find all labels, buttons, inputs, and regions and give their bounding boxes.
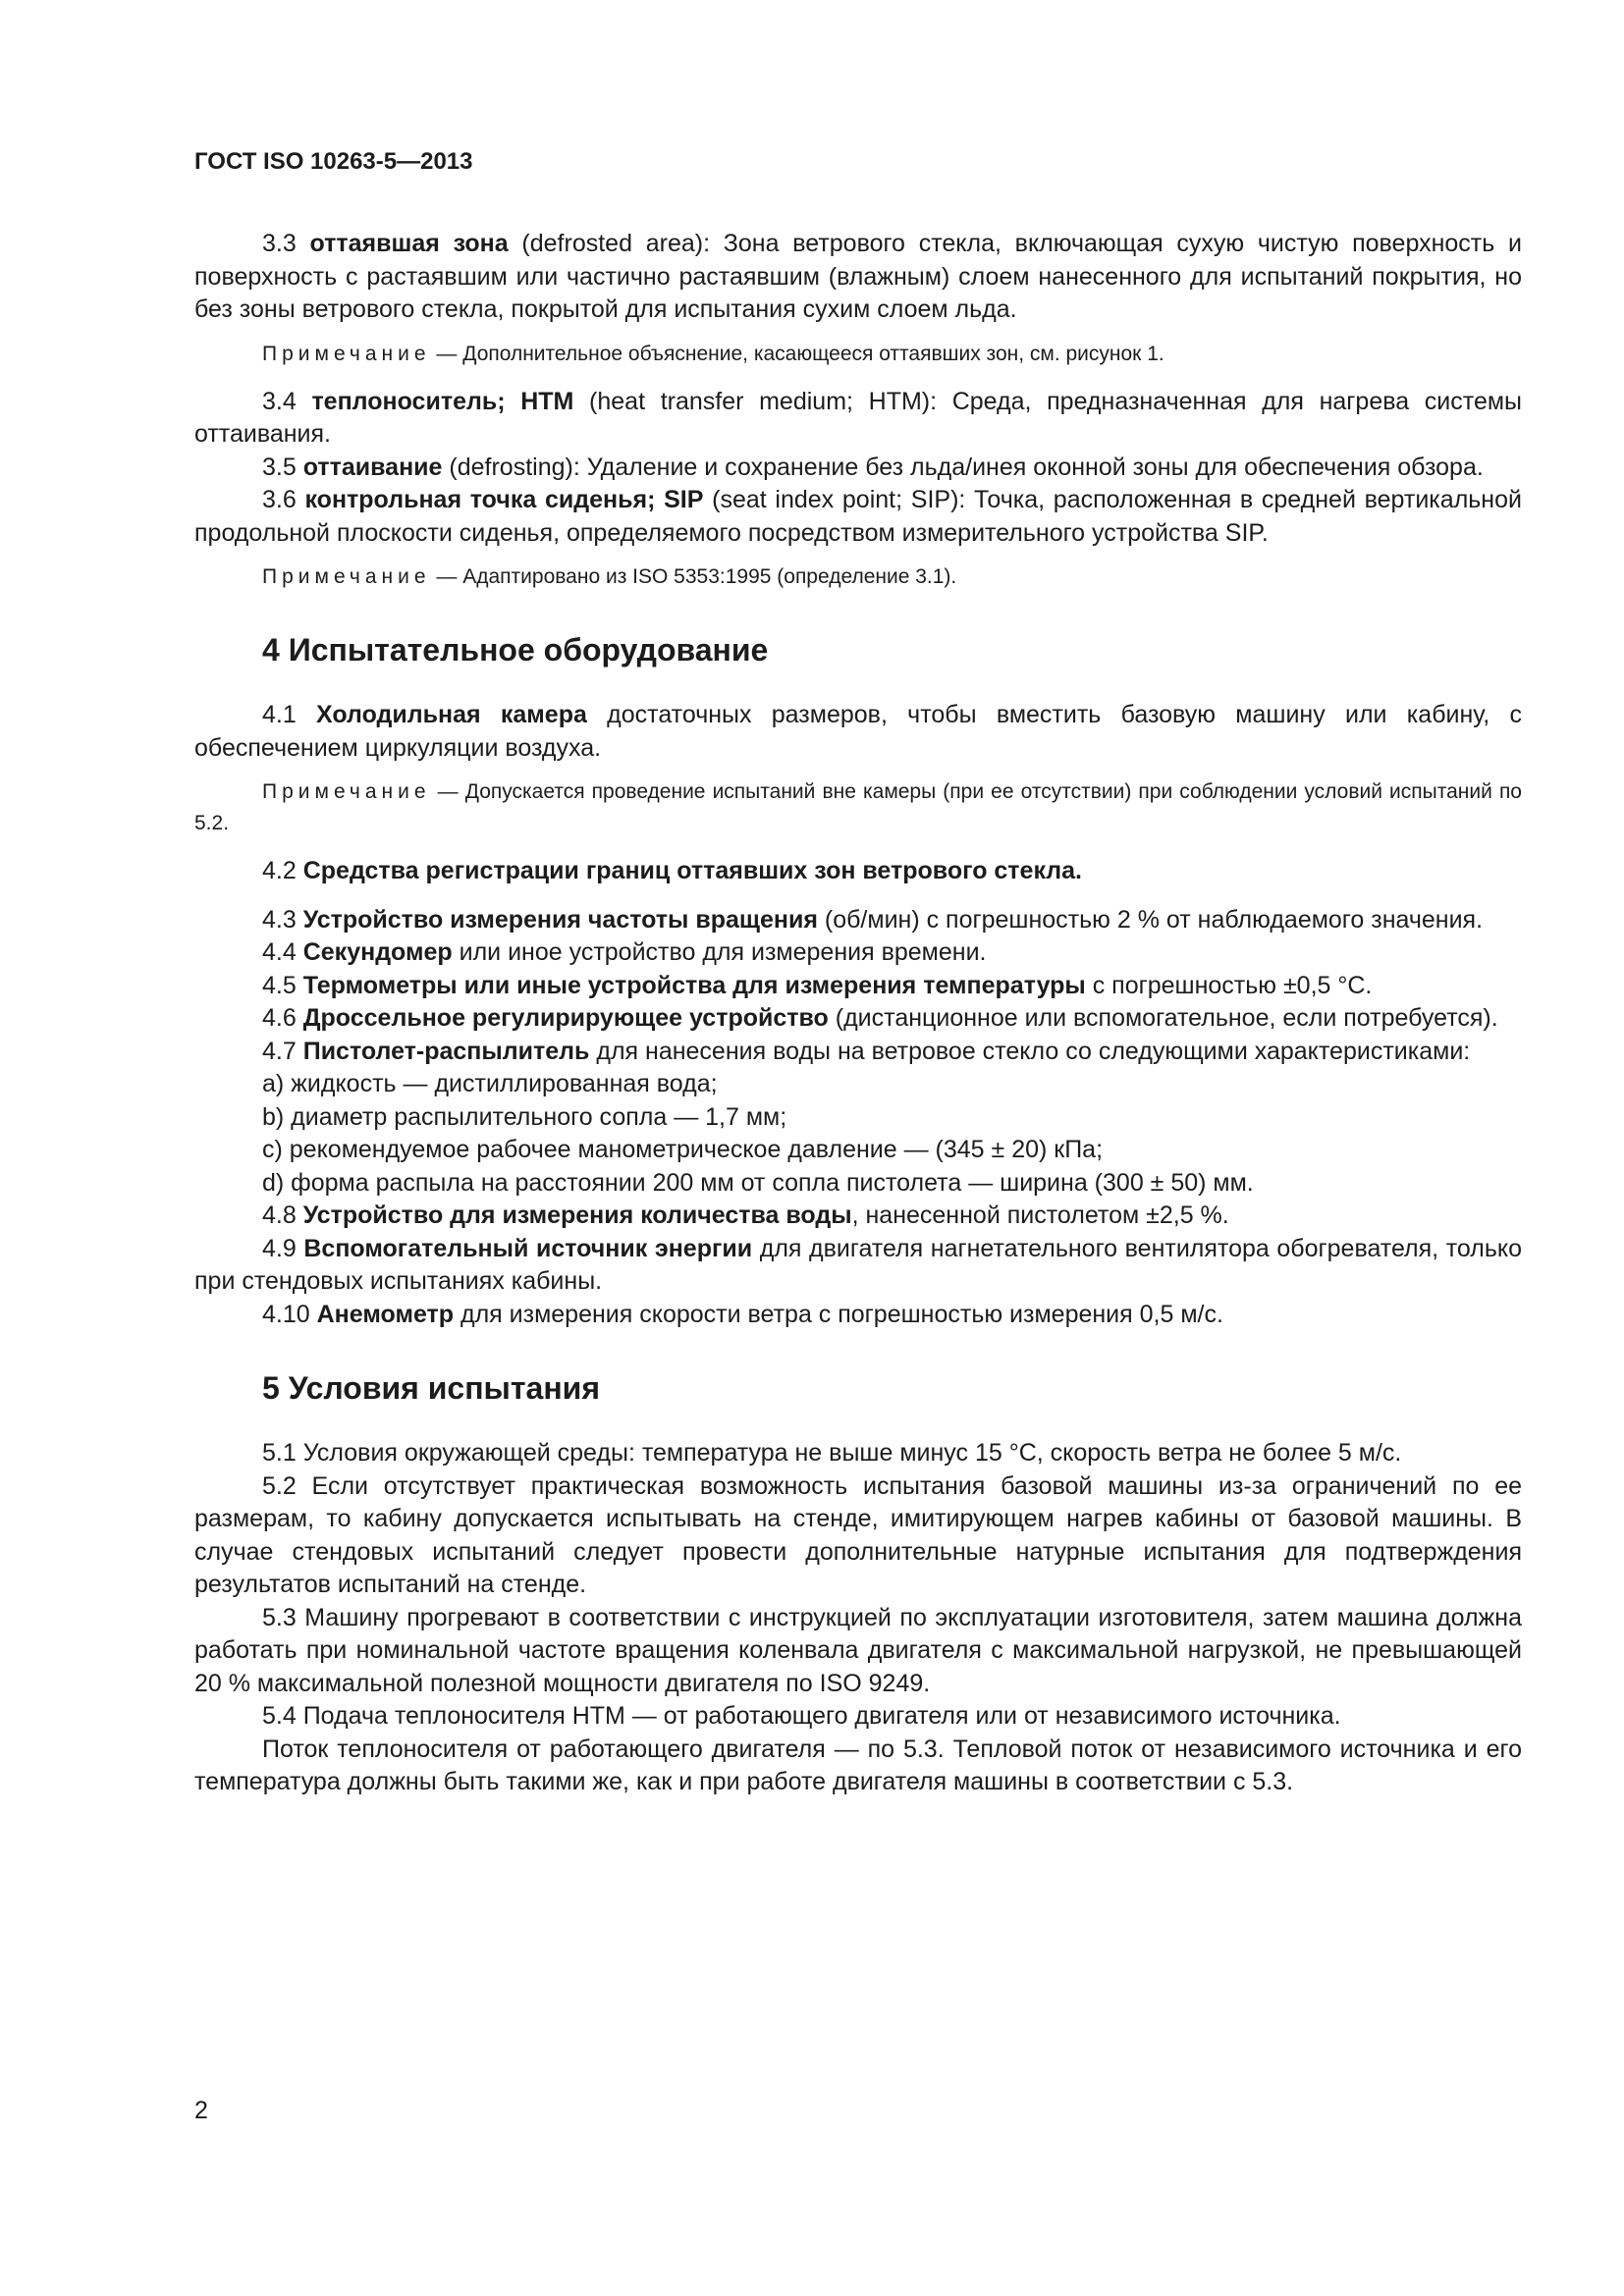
clause-5-4-continued: Поток теплоносителя от работающего двигателя — по 5.3. Тепловой поток от независимого источника и его температура должны быть такими же, как и при работе двигателя машины в соответствии с 5.3.: [194, 1735, 1522, 1795]
section-5-heading: 5 Условия испытания: [262, 1370, 600, 1406]
clause-4-9: 4.9 Вспомогательный источник энергии для двигателя нагнетательного вентилятора обогревателя, только при стендовых испытаниях кабины.: [194, 1234, 1522, 1295]
clause-4-4: 4.4 Секундомер или иное устройство для измерения времени.: [262, 938, 987, 966]
clause-4-10: 4.10 Анемометр для измерения скорости ветра с погрешностью измерения 0,5 м/с.: [262, 1300, 1223, 1328]
list-item: b) диаметр распылительного сопла — 1,7 мм;: [262, 1102, 787, 1131]
clause-5-2: 5.2 Если отсутствует практическая возможность испытания базовой машины из-за ограничений по ее размерам, то кабину допускается испытывать на стенде, имитирующем нагрев кабины от базовой машины. В случае стендовых испытаний следует провести дополнительные натурные испытания для подтверждения результатов испытаний на стенде.: [194, 1471, 1522, 1598]
clause-5-1: 5.1 Условия окружающей среды: температура не выше минус 15 °С, скорость ветра не более 5 м/с.: [262, 1439, 1402, 1467]
clause-4-7: 4.7 Пистолет-распылитель для нанесения воды на ветровое стекло со следующими характеристиками:: [262, 1037, 1471, 1065]
clause-4-6: 4.6 Дроссельное регулирирующее устройство (дистанционное или вспомогательное, если потребуется).: [262, 1004, 1498, 1032]
clause-4-2: 4.2 Средства регистрации границ оттаявших зон ветрового стекла.: [262, 857, 1083, 884]
clause-4-1: 4.1 Холодильная камера достаточных размеров, чтобы вместить базовую машину или кабину, с обеспечением циркуляции воздуха.: [194, 701, 1522, 762]
clause-3-6: 3.6 контрольная точка сиденья; SIP (seat index point; SIP): Точка, расположенная в средней вертикальной продольной плоскости сиденья, определяемого посредством измерительного устройства SIP.: [194, 486, 1522, 547]
clause-4-5: 4.5 Термометры или иные устройства для измерения температуры с погрешностью ±0,5 °С.: [262, 971, 1373, 999]
document-header: ГОСТ ISO 10263-5—2013: [194, 148, 473, 175]
clause-3-4: 3.4 теплоноситель; HTM (heat transfer medium; HTM): Среда, предназначенная для нагрева системы оттаивания.: [194, 387, 1523, 448]
note-1: Примечание — Дополнительное объяснение, касающееся оттаявших зон, см. рисунок 1.: [262, 342, 1164, 365]
list-item: a) жидкость — дистиллированная вода;: [262, 1070, 718, 1097]
section-4-heading: 4 Испытательное оборудование: [262, 632, 769, 667]
page-number: 2: [194, 2097, 208, 2124]
list-item: d) форма распыла на расстоянии 200 мм от сопла пистолета — ширина (300 ± 50) мм.: [262, 1168, 1254, 1197]
note-3: Примечание — Допускается проведение испытаний вне камеры (при ее отсутствии) при соблюдении условий испытаний по 5.2.: [194, 780, 1522, 834]
clause-5-4: 5.4 Подача теплоносителя HTM — от работающего двигателя или от независимого источника.: [262, 1702, 1341, 1730]
list-item: c) рекомендуемое рабочее манометрическое давление — (345 ± 20) кПа;: [262, 1136, 1104, 1163]
clause-4-8: 4.8 Устройство для измерения количества воды, нанесенной пистолетом ±2,5 %.: [262, 1201, 1229, 1229]
clause-5-3: 5.3 Машину прогревают в соответствии с инструкцией по эксплуатации изготовителя, затем машина должна работать при номинальной частоте вращения коленвала двигателя с максимальной нагрузкой, не превышающей 20 % максимальной полезной мощности двигателя по ISO 9249.: [194, 1603, 1522, 1697]
clause-3-3: 3.3 оттаявшая зона (defrosted area): Зона ветрового стекла, включающая сухую чистую поверхность и поверхность с растаявшим или частично растаявшим (влажным) слоем нанесенного для испытаний покрытия, но без зоны ветрового стекла, покрытой для испытания сухим слоем льда.: [194, 230, 1522, 323]
clause-4-3: 4.3 Устройство измерения частоты вращения (об/мин) с погрешностью 2 % от наблюдаемого значения.: [262, 905, 1484, 934]
note-2: Примечание — Адаптировано из ISO 5353:1995 (определение 3.1).: [262, 565, 957, 588]
clause-3-5: 3.5 оттаивание (defrosting): Удаление и сохранение без льда/инея оконной зоны для обеспечения обзора.: [262, 453, 1484, 481]
